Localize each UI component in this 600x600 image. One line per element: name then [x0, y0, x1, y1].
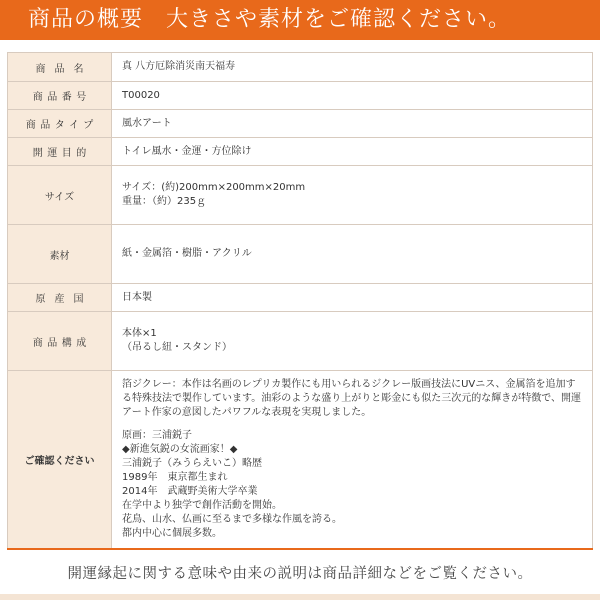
spec-row-notice [8, 371, 593, 549]
size-weight: 重量：（約）235ｇ [122, 196, 207, 207]
spec-row-product-name [8, 53, 593, 82]
spec-value-product-type: 風水アート [112, 110, 593, 138]
spec-label-product-type: 商品タイプ [8, 110, 112, 138]
spec-label-contents: 商品構成 [8, 312, 112, 371]
notice-line: 在学中より独学で創作活動を開始。 [122, 500, 282, 511]
header-title: 商品の概要 大きさや素材をご確認ください。 [28, 7, 512, 32]
spec-label-material: 素材 [8, 225, 112, 284]
notice-line: 1989年 東京都生まれ [122, 472, 228, 483]
notice-line: 原画：三浦鋭子 [122, 430, 192, 441]
notice-line: 花鳥、山水、仏画に至るまで多様な作風を誇る。 [122, 514, 342, 525]
spec-value-contents [112, 312, 593, 371]
spec-value-purpose: トイレ風水・金運・方位除け [112, 138, 593, 166]
contents-accessories: （吊るし紐・スタンド） [122, 342, 232, 353]
spec-label-product-number: 商品番号 [8, 82, 112, 110]
notice-label: ご確認ください [8, 371, 112, 549]
footer-divider [7, 548, 593, 550]
spec-row-origin [8, 284, 593, 312]
size-dimensions: サイズ：(約)200mm×200mm×20mm [122, 182, 306, 193]
spec-label-origin: 原産国 [8, 284, 112, 312]
spec-value-size [112, 166, 593, 225]
spec-label-purpose: 開運目的 [8, 138, 112, 166]
spec-row-product-number [8, 82, 593, 110]
spec-label-size: サイズ [8, 166, 112, 225]
spec-value-material: 紙・金属箔・樹脂・アクリル [112, 225, 593, 284]
spec-row-size [8, 166, 593, 225]
notice-line: ◆新進気鋭の女流画家！◆ [122, 444, 238, 455]
spec-row-product-type [8, 110, 593, 138]
page-header [0, 0, 600, 40]
notice-line: 2014年 武蔵野美術大学卒業 [122, 486, 258, 497]
contents-main: 本体×1 [122, 328, 157, 339]
notice-line: 都内中心に個展多数。 [122, 528, 222, 539]
spec-label-product-name: 商品名 [8, 53, 112, 82]
spec-value-origin: 日本製 [112, 284, 593, 312]
spec-row-contents [8, 312, 593, 371]
spec-table [7, 52, 593, 549]
footer-note: 開運縁起に関する意味や由来の説明は商品詳細などをご覧ください。 [67, 566, 533, 582]
spec-value-product-name: 真 八方厄除消災南天福寿 [112, 53, 593, 82]
spec-row-material [8, 225, 593, 284]
footer-band [0, 594, 600, 600]
spec-value-product-number: T00020 [112, 82, 593, 110]
spec-row-purpose [8, 138, 593, 166]
notice-paragraph: 箔ジクレー：本作は名画のレプリカ製作にも用いられるジクレー版画技法にUVニス、金属箔を追加する特殊技法で製作しています。油彩のような盛り上がりと彫金にも似た三次元的な輝きが特徴で、開運アート作家の意図したパワフルな表現を実現しました。 [122, 379, 581, 418]
notice-content [112, 371, 593, 549]
notice-line: 三浦鋭子（みうらえいこ）略歴 [122, 458, 262, 469]
